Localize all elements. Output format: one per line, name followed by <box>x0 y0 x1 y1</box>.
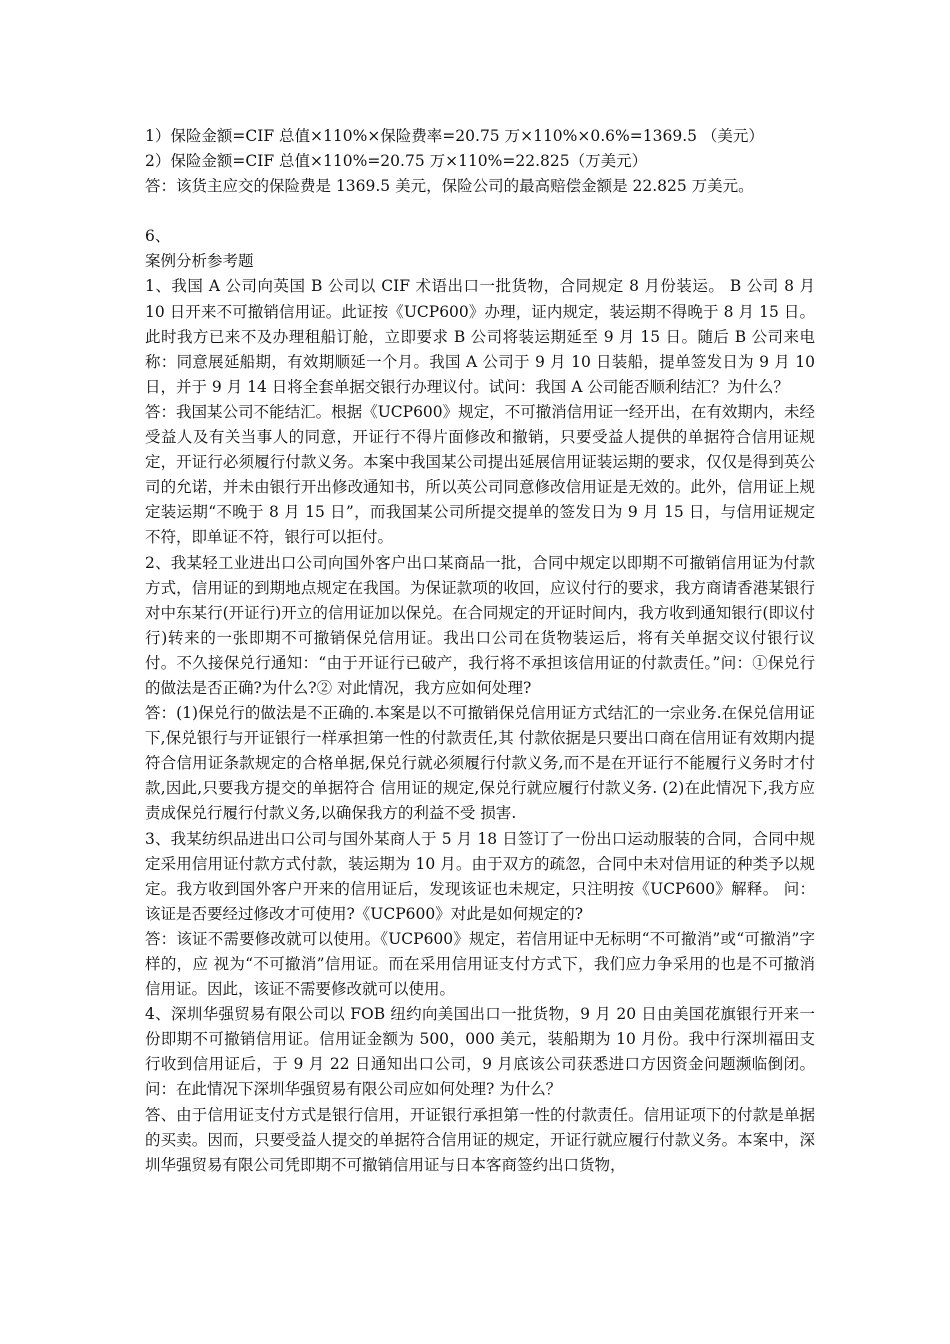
blank-line <box>145 199 815 224</box>
case-4-answer: 答、由于信用证支付方式是银行信用，开证银行承担第一性的付款责任。信用证项下的付款是单据的买卖。因而，只要受益人提交的单据符合信用证的规定，开证行就应履行付款义务。本案中，深圳华强贸易有限公司凭即期不可撤销信用证与日本客商签约出口货物， <box>145 1105 815 1174</box>
case-1-question: 1、我国 A 公司向英国 B 公司以 CIF 术语出口一批货物，合同规定 8 月份装运。 B 公司 8 月 10 日开来不可撤销信用证。此证按《UCP600》办理，证内规定，装运期不得晚于 8 月 15 日。此时我方已来不及办理租船订舱，立即要求 B 公司将装运期延至 9 月 15 日。随后 B 公司来电称：同意展延船期，有效期顺延一个月。我国 A 公司于 9 月 10 日装船，提单签发日为 9 月 10 日，并于 9 月 14 日将全套单据交银行办理议付。试问：我国 A 公司能否顺利结汇？为什么？ <box>145 277 815 396</box>
calc-line-1: 1）保险金额=CIF 总值×110%×保险费率=20.75 万×110%×0.6%=1369.5 （美元） <box>145 127 764 145</box>
calc-line-2: 2）保险金额=CIF 总值×110%=20.75 万×110%=22.825（万美元） <box>145 152 648 171</box>
case-3-answer: 答：该证不需要修改就可以使用。《UCP600》规定，若信用证中无标明“不可撤消”或“可撤消”字样的，应 视为“不可撤消”信用证。而在采用信用证支付方式下，我们应力争采用的也是不可撤消信用证。因此，该证不需要修改就可以使用。 <box>145 929 815 999</box>
document-body <box>145 124 815 1178</box>
case-2-answer: 答：(1)保兑行的做法是不正确的.本案是以不可撤销保兑信用证方式结汇的一宗业务.在保兑信用证下,保兑银行与开证银行一样承担第一性的付款责任,其 付款依据是只要出口商在信用证有效期内提符合信用证条款规定的合格单据,保兑行就必须履行付款义务,而不是在开证行不能履行义务时才付款,因此,只要我方提交的单据符合 信用证的规定,保兑行就应履行付款义务. (2)在此情况下,我方应责成保兑行履行付款义务,以确保我方的利益不受 损害. <box>145 704 815 823</box>
section-number: 6、 <box>145 227 171 246</box>
case-3-question: 3、我某纺织品进出口公司与国外某商人于 5 月 18 日签订了一份出口运动服装的合同，合同中规定采用信用证付款方式付款，装运期为 10 月。由于双方的疏忽，合同中未对信用证的种类予以规定。我方收到国外客户开来的信用证后，发现该证也未规定，只注明按《UCP600》解释。 问：该证是否要经过修改才可使用?《UCP600》对此是如何规定的? <box>145 829 815 923</box>
case-1-answer: 答：我国某公司不能结汇。根据《UCP600》规定，不可撤消信用证一经开出，在有效期内，未经受益人及有关当事人的同意，开证行不得片面修改和撤销，只要受益人提供的单据符合信用证规定，开证行必须履行付款义务。本案中我国某公司提出延展信用证装运期的要求，仅仅是得到英公司的允诺，并未由银行开出修改通知书，所以英公司同意修改信用证是无效的。此外，信用证上规定装运期“不晚于 8 月 15 日”，而我国某公司所提交提单的签发日为 9 月 15 日，与信用证规定不符，即单证不符，银行可以拒付。 <box>145 402 815 547</box>
section-title: 案例分析参考题 <box>145 252 254 271</box>
case-4-question: 4、深圳华强贸易有限公司以 FOB 纽约向美国出口一批货物，9 月 20 日由美国花旗银行开来一份即期不可撤销信用证。信用证金额为 500，000 美元，装船期为 10 月份。我中行深圳福田支行收到信用证后，于 9 月 22 日通知出口公司，9 月底该公司获悉进口方因资金问题濒临倒闭。 问：在此情况下深圳华强贸易有限公司应如何处理? 为什么？ <box>145 1005 815 1099</box>
case-2-question: 2、我某轻工业进出口公司向国外客户出口某商品一批，合同中规定以即期不可撤销信用证为付款方式，信用证的到期地点规定在我国。为保证款项的收回，应议付行的要求，我方商请香港某银行对中东某行(开证行)开立的信用证加以保兑。在合同规定的开证时间内，我方收到通知银行(即议付行)转来的一张即期不可撤销保兑信用证。我出口公司在货物装运后，将有关单据交议付银行议付。不久接保兑行通知：“由于开证行已破产，我行将不承担该信用证的付款责任。”问：①保兑行的做法是否正确?为什么?② 对此情况，我方应如何处理? <box>145 553 815 697</box>
calc-answer: 答：该货主应交的保险费是 1369.5 美元，保险公司的最高赔偿金额是 22.825 万美元。 <box>145 177 754 196</box>
